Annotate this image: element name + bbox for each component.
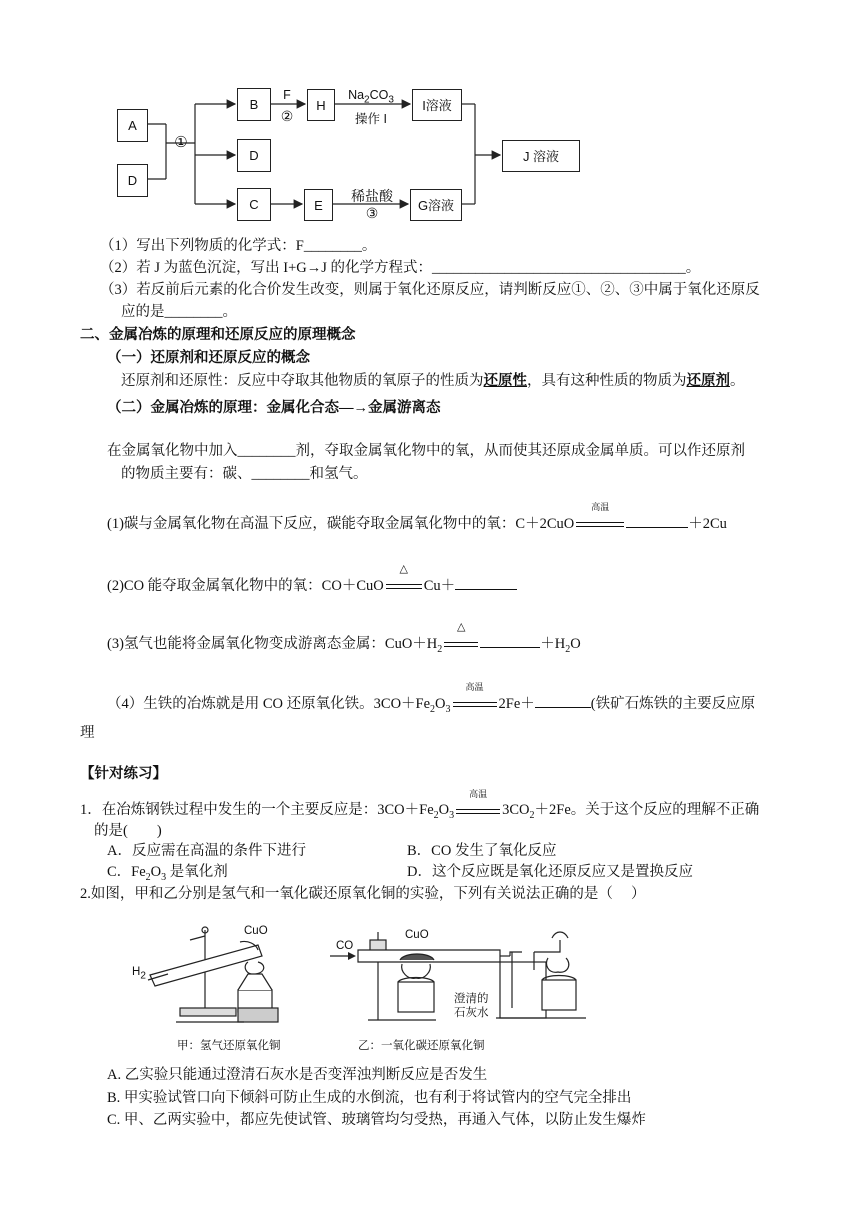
eq4-sub-2: 3 <box>445 703 451 715</box>
flow-box-b: B <box>237 88 271 121</box>
definition-text-a: 还原剂和还原性：反应中夺取其他物质的氧原子的性质为 <box>121 373 484 389</box>
eq3-reactants: (3)氢气也能将金属氧化物变成游离态金属：CuO＋H <box>107 636 438 652</box>
fig-caption-yi: 乙：一氧化碳还原氧化铜 <box>358 1040 485 1052</box>
flow-box-d-output: D <box>237 139 271 172</box>
na2co3-na: Na <box>348 88 365 102</box>
fig-cuo-label-2: CuO <box>405 929 429 941</box>
practice-1-option-b: B．CO 发生了氧化反应 <box>407 843 557 859</box>
eq4-note: (铁矿石炼铁的主要反应原 <box>590 696 756 712</box>
na2co3-sub-2: 2 <box>364 94 370 106</box>
eq3-h2-sub: 2 <box>437 643 443 655</box>
eq2-reactants: (2)CO 能夺取金属氧化物中的氧：CO＋CuO <box>107 578 384 594</box>
eq3-products: ＋H <box>540 636 566 652</box>
smelting-paragraph-line-2: 的物质主要有：碳、________和氢气。 <box>121 466 368 482</box>
fig-co-label: CO <box>336 940 354 952</box>
term-reducing-agent: 还原剂 <box>686 373 730 389</box>
fig-h2-sub: 2 <box>140 970 146 982</box>
practice-2-option-b: B. 甲实验试管口向下倾斜可防止生成的水倒流，也有利于将试管内的空气完全排出 <box>107 1090 632 1106</box>
step-2-label: ② <box>280 108 294 124</box>
term-reducibility: 还原性 <box>483 373 527 389</box>
question-1: （1）写出下列物质的化学式：F________。 <box>100 238 377 254</box>
eq3-condition-sign <box>442 621 480 653</box>
reductant-definition <box>121 371 745 391</box>
eq4-products: 2Fe＋ <box>498 696 535 712</box>
p1-stem-b: 3CO <box>502 802 530 818</box>
practice-2-stem: 2.如图，甲和乙分别是氢气和一氧化碳还原氧化铜的实验，下列有关说法正确的是（ ） <box>80 886 646 902</box>
flow-box-e: E <box>304 189 333 221</box>
eq1-products: ＋2Cu <box>688 516 727 532</box>
practice-1-stem-line-2: 的是( ) <box>94 823 162 839</box>
fig-limewater-label-1: 澄清的 <box>454 993 489 1005</box>
reagent-na2co3-label <box>338 88 404 106</box>
p1-sub-3: 2 <box>529 809 535 821</box>
equation-4 <box>107 682 756 720</box>
eq4-condition: 高温 <box>465 682 484 692</box>
eq4-o: O <box>435 696 446 712</box>
equation-4-continuation: 理 <box>80 725 95 741</box>
eq1-condition: 高温 <box>591 502 610 512</box>
practice-1-option-a: A．反应需在高温的条件下进行 <box>107 843 306 859</box>
subsection-1-title: （一）还原剂和还原反应的概念 <box>107 350 310 366</box>
p1-optc-sub-1: 2 <box>145 871 151 883</box>
eq4-reactants: （4）生铁的冶炼就是用 CO 还原氧化铁。3CO＋Fe <box>107 696 431 712</box>
equation-3 <box>107 621 581 660</box>
equation-1 <box>107 502 727 534</box>
eq2-products: Cu＋ <box>423 578 456 594</box>
p1-stem-c: ＋2Fe。关于这个反应的理解不正确 <box>534 802 760 818</box>
flow-box-h: H <box>307 89 335 121</box>
fig-h2-label <box>132 966 146 981</box>
practice-1-option-d: D．这个反应既是氧化还原反应又是置换反应 <box>407 864 693 880</box>
p1-sub-1: 2 <box>433 809 439 821</box>
flow-box-i-solution: I溶液 <box>412 89 462 121</box>
practice-2-option-c: C. 甲、乙两实验中，都应先使试管、玻璃管均匀受热，再通入气体，以防止发生爆炸 <box>107 1112 646 1128</box>
p1-condition-sign <box>454 789 502 820</box>
p1-optc-sub-2: 3 <box>161 871 167 883</box>
eq2-condition-sign <box>384 563 424 595</box>
definition-text-c: 。 <box>730 373 745 389</box>
reagent-hcl-label: 稀盐酸 <box>351 188 393 204</box>
operation-1-label: 操作 I <box>355 112 387 126</box>
flow-box-a: A <box>117 109 148 142</box>
practice-2-option-a: A. 乙实验只能通过澄清石灰水是否变浑浊判断反应是否发生 <box>107 1067 488 1083</box>
p1-o: O <box>438 802 450 818</box>
practice-1-stem <box>80 789 760 826</box>
p1-stem-a: 1．在冶炼钢铁过程中发生的一个主要反应是：3CO＋Fe <box>80 802 434 818</box>
flow-box-c: C <box>237 188 271 221</box>
eq3-condition: △ <box>457 621 466 633</box>
fig-caption-jia: 甲：氢气还原氧化铜 <box>177 1040 281 1052</box>
na2co3-sub-3: 3 <box>388 94 394 106</box>
step-3-label: ③ <box>365 205 379 221</box>
eq3-h2o-sub: 2 <box>565 643 571 655</box>
eq1-blank <box>626 513 688 528</box>
p1-condition: 高温 <box>469 789 488 799</box>
eq4-condition-sign <box>451 682 499 713</box>
eq1-reactants: (1)碳与金属氧化物在高温下反应，碳能夺取金属氧化物中的氧：C＋2CuO <box>107 516 575 532</box>
p1-optc-a: C．Fe <box>107 864 146 880</box>
flow-box-d-input: D <box>117 164 148 197</box>
flow-box-j-solution: J 溶液 <box>502 140 580 172</box>
question-3-line-1: （3）若反前后元素的化合价发生改变，则属于氧化还原反应，请判断反应①、②、③中属于氧化还原反 <box>100 282 760 298</box>
na2co3-co: CO <box>369 88 389 102</box>
subsection-2-title: （二）金属冶炼的原理：金属化合态—→金属游离态 <box>107 400 441 416</box>
section-2-title: 二、金属冶炼的原理和还原反应的原理概念 <box>80 327 356 343</box>
smelting-paragraph-line-1: 在金属氧化物中加入________剂，夺取金属氧化物中的氧，从而使其还原成金属单质。可以作还原剂 <box>107 443 745 459</box>
flow-box-g-solution: G溶液 <box>410 189 462 221</box>
eq3-blank <box>480 633 540 648</box>
p1-optc-c: 是氧化剂 <box>166 864 228 880</box>
eq2-condition: △ <box>399 563 408 575</box>
practice-title: 【针对练习】 <box>80 766 167 782</box>
eq2-blank <box>455 575 517 590</box>
fig-limewater-label-2: 石灰水 <box>454 1007 489 1019</box>
p1-optc-b: O <box>150 864 162 880</box>
fig-h2-text: H <box>132 966 141 978</box>
eq4-blank <box>535 693 591 708</box>
equation-2 <box>107 563 517 596</box>
fig-cuo-label-1: CuO <box>244 925 268 937</box>
step-1-label: ① <box>174 134 188 151</box>
definition-text-b: ，具有这种性质的物质为 <box>527 373 687 389</box>
reagent-f-label: F <box>283 88 291 102</box>
p1-sub-2: 3 <box>449 809 455 821</box>
question-3-line-2: 应的是________。 <box>121 304 237 320</box>
eq3-products-o: O <box>570 636 581 652</box>
eq1-condition-sign <box>574 502 626 533</box>
eq4-sub-1: 2 <box>430 703 436 715</box>
question-2: （2）若 J 为蓝色沉淀，写出 I+G→J 的化学方程式：___________________________________。 <box>100 260 701 276</box>
